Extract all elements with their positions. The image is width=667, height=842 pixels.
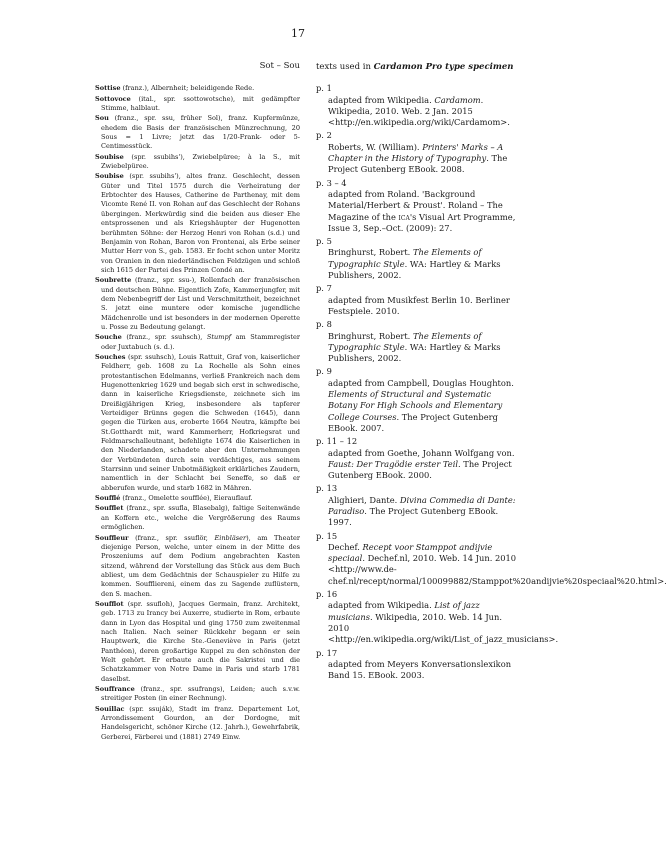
entry-headword: Souffrance [95,685,135,693]
source-item [316,178,522,234]
dictionary-entry [95,95,300,114]
source-citation [316,378,522,434]
entry-text: (franz., spr. ssuflör, [128,533,215,542]
citation-title: Elements of Structural and Systematic Botany For High Schools and Elementary College Courses [328,389,503,422]
citation-text: adapted from Roland. 'Background Material/Herbert & Proust'. Roland – The Magazine of the [328,188,503,222]
citation-text: adapted from Campbell, Douglas Houghton. [328,377,514,388]
source-page: p. 8 [316,319,332,330]
source-page: p. 13 [316,483,338,494]
source-citation [316,247,522,281]
source-page: p. 3 – 4 [316,177,347,188]
source-page: p. 16 [316,589,338,600]
citation-title: The Elements of Typographic Style [328,330,482,352]
entry-text: (spr. ssubihs'), Zwiebelpüree; à la S., mit Zwiebelpüree. [101,152,300,171]
source-page: p. 1 [316,83,332,94]
entry-text: (franz.), Albernheit; beleidigende Rede. [120,84,255,93]
entry-emphasis: Einbläser [214,533,247,542]
source-item [316,236,522,281]
entry-headword: Souillac [95,704,125,713]
source-citation [316,600,559,645]
citation-title: Printers' Marks – A Chapter in the History of Typography [328,141,504,164]
citation-text: Alighieri, Dante. [328,494,400,505]
citation-text: . The Project Gutenberg EBook. 2008. [328,153,508,175]
dictionary-entry [95,172,300,275]
citation-smallcaps: ica [398,211,410,222]
source-item [316,366,522,434]
source-item [316,648,522,682]
citation-title: Cardamom [434,94,481,105]
dictionary-entry [95,685,300,704]
dictionary-column [95,62,300,743]
source-item [316,483,522,528]
sources-header [316,62,522,73]
entry-text: (spr. ssuhsch), Louis Rattuit, Graf von, kaiserlicher Feldherr, geb. 1608 zu La Rochelle als Sohn eines protestantischen Edelmanns, verließ Frankreich nach dem Hugenottenkrieg 1629 und begab sich erst in schwedische, dann in kaiserliche Kriegsdienste, zeichnete sich im Dreißigjährigen Krieg, insbesondere als tapferer Verteidiger Brünns gegen die Schweden (1645), dann gegen die Türken aus, eroberte 1664 Neutra, kämpfte bei St.Gotthardt mit, ward Kammerherr, Hofkriegsrat und Feldmarschalleutnant, befehligte 1674 die Kaiserlichen in den Niederlanden, schadete aber den Unternehmungen der Verbündeten durch sein verdächtiges, aus seinem Starrsinn und seiner Unbotmäßigkeit erklärliches Zaudern, namentlich in der Schlacht bei Seneffe, so daß er abberufen wurde, und starb 1682 in Mähren. [101,352,300,492]
citation-title: Recept voor Stamppot andijvie speciaal [328,541,493,564]
dictionary-entry [95,494,300,503]
citation-text: . Dechef.nl, 2010. Web. 14 Jun. 2010 <http://www.de-chef.nl/recept/normal/100099882/Stamppot%20andijvie%20speciaal%20.html>. [328,553,667,586]
entry-text: (franz., spr. ssu-), Rollenfach der französischen und deutschen Bühne. Eigentlich Zofe, Kammerjungfer, mit dem Nebenbegriff der List und Verschmitztheit, bezeichnet S. jetzt eine muntere oder komische jugendliche Mädchenrolle und ist besonders in der modernen Operette u. Posse zu Bedeutung gelangt. [101,276,300,331]
source-page: p. 11 – 12 [316,436,358,447]
sources-column [316,62,667,683]
source-item [316,130,522,175]
source-page: p. 17 [316,647,338,658]
citation-text: adapted from Wikipedia. [328,94,435,105]
dictionary-entry [95,276,300,332]
source-item [316,589,559,645]
source-citation [316,189,522,234]
entry-text: (franz., spr. ssuhsch), [121,333,207,342]
entry-headword: Sottise [95,84,121,93]
source-item [316,283,522,317]
entry-text: (spr. ssubihs'), altes franz. Geschlecht, dessen Güter und Titel 1575 durch die Verheiratung der Erbtochter des Hauses, Catherine de Parthenay, mit dem Vicomte René II. von Rohan auf das Geschlecht der Rohans übergingen. Merkwürdig sind die beiden aus dieser Ehe entsprossenen und als Kriegshäupter der Hugenotten berühmten Söhne: der Herzog Henri von Rohan (s.d.) und Benjamin von Rohan, Baron von Frontenai, als Erbe seiner Mutter Herr von S., geb. 1583. Er focht schon unter Moritz von Oranien in den niederländischen Feldzügen und schloß sich 1615 der Partei des Prinzen Condé an. [101,172,300,274]
source-page: p. 15 [316,530,338,541]
citation-text: . WA: Hartley & Marks Publishers, 2002. [328,341,501,364]
source-citation [316,295,522,318]
entry-text: (franz., Omelette soufflée), Eierauflauf. [120,494,253,503]
source-citation [316,541,667,587]
sources-header-prefix: texts used in [316,62,374,72]
entry-headword: Sou [95,114,109,123]
page-number: 17 [291,27,305,40]
citation-text: Dechef. [328,541,363,552]
entry-text: (ital., spr. ssottowotsche), mit gedämpfter Stimme, halblaut. [101,94,300,113]
source-citation [316,331,522,365]
entry-text: am Stammregister oder Juxtabuch (s. d.). [101,333,300,351]
source-citation [316,659,522,682]
source-page: p. 9 [316,366,332,377]
citation-text: 's Visual Art Programme, Issue 3, Sep.–Oct. (2009): 27. [328,211,516,233]
dictionary-entry [95,153,300,172]
entry-headword: Soubise [95,152,124,161]
source-item [316,83,522,128]
citation-text: Bringhurst, Robert. [328,330,413,341]
citation-text: adapted from Goethe, Johann Wolfgang von. [328,447,515,458]
citation-text: . Wikipedia, 2010. Web. 14 Jun. 2010 <http://en.wikipedia.org/wiki/List_of_jazz_musicians>. [328,611,559,645]
source-citation [316,95,522,129]
citation-title: Faust: Der Tragödie erster Teil [328,458,459,469]
entry-text: (spr. ssuják), Stadt im franz. Departement Lot, Arrondissement Gourdon, an der Dordogne, mit Handelsgericht, schöner Kirche (12. Jahrh.), Gewehrfabrik, Gerberei, Färberei und (1881) 2749 Einw. [101,704,300,741]
entry-headword: Soubrette [95,276,132,285]
citation-text: adapted from Wikipedia. [328,600,435,611]
source-page: p. 2 [316,130,332,141]
source-item [316,530,667,587]
sources-header-font: Cardamon Pro type specimen [373,62,514,72]
dictionary-entry [95,353,300,493]
dictionary-entry [95,84,300,93]
citation-text: . Wikipedia, 2010. Web. 2 Jan. 2015 <http://en.wikipedia.org/wiki/Cardamom>. [328,94,510,128]
dictionary-entry [95,114,300,151]
source-citation [316,142,522,176]
entry-emphasis: Stumpf [206,333,232,342]
dictionary-entry [95,504,300,532]
running-header: Sot – Sou [259,61,300,71]
entry-headword: Souches [95,352,126,361]
citation-text: . WA: Hartley & Marks Publishers, 2002. [328,258,501,281]
source-citation [316,495,522,529]
source-page: p. 7 [316,283,332,294]
entry-text: (franz., spr. ssu, früher Sol), franz. Kupfermünze, ehedem die Basis der französischen Münzrechnung, 20 Sous = 1 Livre; jetzt das 1/20-Frank- oder 5-Centimesstück. [101,114,300,151]
source-item [316,319,522,364]
citation-title: The Elements of Typographic Style [328,247,482,269]
entry-headword: Soufflé [95,494,121,503]
source-list [316,83,667,681]
dictionary-entry [95,705,300,742]
citation-text: Roberts, W. (William). [328,141,423,152]
citation-text: . The Project Gutenberg EBook. 1997. [328,505,499,528]
entry-headword: Souffleur [95,533,129,542]
citation-text: . The Project Gutenberg EBook. 2007. [328,411,498,433]
entry-list [95,84,300,742]
citation-text: adapted from Meyers Konversationslexikon Band 15. EBook. 2003. [328,658,512,681]
entry-headword: Sottovoce [95,94,131,103]
citation-text: . The Project Gutenberg EBook. 2000. [328,458,512,481]
entry-headword: Soubise [95,172,124,181]
entry-text: (spr. ssufloh), Jacques Germain, franz. Architekt, geb. 1713 zu Irancy bei Auxerre, studierte in Rom, erbaute dann in Lyon das Hospital und ging 1750 zum zweitenmal nach Italien. Nach seiner Rückkehr begann er sein Hauptwerk, die Kirche Ste.-Geneviève in Paris (jetzt Panthéon), deren großartige Kuppel zu den schönsten der Welt gehört. Er erbaute auch die Sakristei und die Schatzkammer von Notre Dame in Paris und starb 1781 daselbst. [101,599,300,683]
entry-headword: Soufflot [95,599,124,608]
citation-text: Bringhurst, Robert. [328,247,413,258]
citation-title: Divina Commedia di Dante: Paradiso [328,494,516,516]
entry-text: (franz., spr. ssufrangs), Leiden; auch s.v.w. streitiger Posten (in einer Rechnung). [101,685,300,703]
dictionary-entry [95,600,300,684]
dictionary-entry [95,534,300,599]
dictionary-entry [95,333,300,352]
source-citation [316,448,522,482]
entry-text: ), am Theater diejenige Person, welche, unter einem in der Mitte des Proszeniums auf dem Podium angebrachten Kasten sitzend, während der Vorstellung das Stück aus dem Buch abliest, um dem Gedächtnis der Schauspieler zu Hilfe zu kommen. Souffliereni, einem das zu Sagende zuflüstern, den S. machen. [101,533,300,598]
entry-headword: Souche [95,333,122,342]
source-page: p. 5 [316,236,332,247]
source-item [316,436,522,481]
citation-title: List of jazz musicians [328,600,480,622]
entry-headword: Soufflet [95,504,124,513]
entry-text: (franz., spr. ssufla, Blasebalg), faltige Seitenwände an Koffern etc., welche die Vergrößerung des Raums ermöglichen. [101,504,300,532]
citation-text: adapted from Musikfest Berlin 10. Berliner Festspiele. 2010. [328,294,510,316]
